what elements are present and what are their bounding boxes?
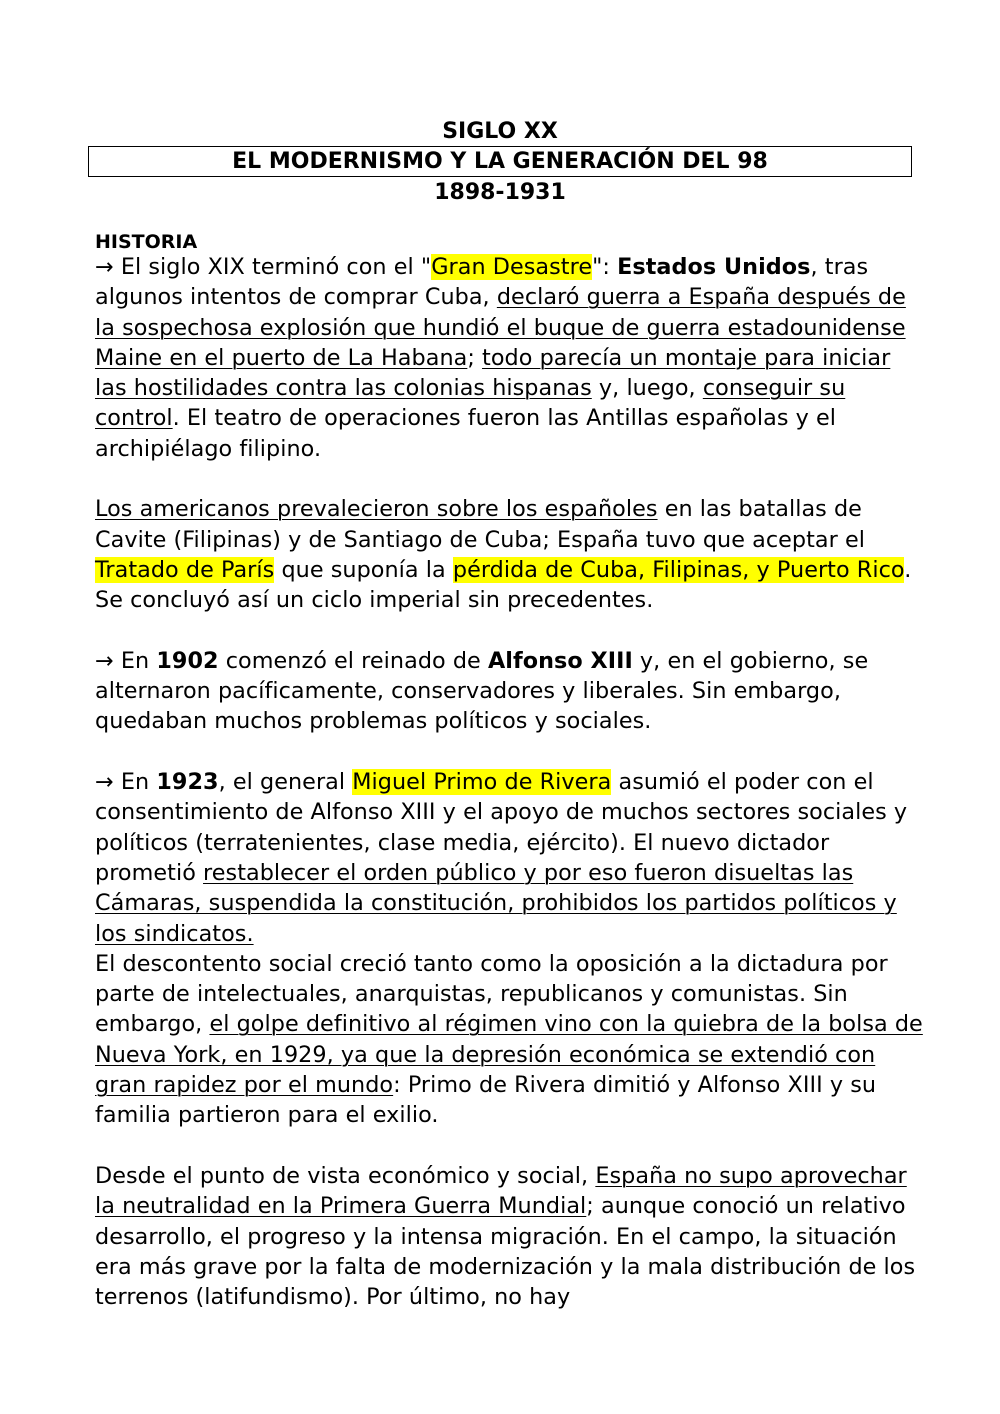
- text-run: : Primo de Rivera dimitió y Alfonso XIII y su familia partieron para el exilio.: [95, 1072, 877, 1129]
- year-range-heading: 1898-1931: [434, 180, 566, 205]
- underlined-text: todo parecía un montaje para iniciar las hostilidades contra las colonias hispanas: [95, 344, 891, 402]
- text-run: → El siglo XIX terminó con el ": [95, 254, 432, 280]
- boxed-title: EL MODERNISMO Y LA GENERACIÓN DEL 98: [88, 146, 912, 177]
- paragraph-spacer: [95, 1131, 925, 1161]
- text-run: . El teatro de operaciones fueron las Antillas españolas y el archipiélago filipino.: [95, 405, 837, 462]
- bold-text: 1923: [156, 769, 219, 796]
- section-heading-historia: HISTORIA: [95, 231, 198, 253]
- text-run: en las batallas de Cavite (Filipinas) y de Santiago de Cuba; España tuvo que aceptar el: [95, 496, 866, 553]
- paragraph-descontento: [95, 949, 925, 1131]
- body-text: [95, 252, 925, 1312]
- highlighted-text: Miguel Primo de Rivera: [352, 769, 612, 796]
- text-run: → En: [95, 647, 157, 674]
- underlined-text: Los americanos prevalecieron sobre los españoles: [95, 496, 658, 523]
- text-run: y, en el gobierno, se alternaron pacíficamente, conservadores y liberales. Sin embargo, quedaban muchos problemas políticos y sociales.: [95, 647, 869, 735]
- text-run: ;: [467, 344, 483, 371]
- bold-text: Alfonso XIII: [487, 647, 633, 674]
- underlined-text: España no supo aprovechar la neutralidad en la Primera Guerra Mundial: [95, 1162, 907, 1220]
- text-run: ; aunque conoció un relativo desarrollo, el progreso y la intensa migración. En el campo, la situación era más grave por la falta de modernización y la mala distribución de los terrenos (latifundismo). Por último, no hay: [95, 1193, 916, 1311]
- underlined-text: conseguir su control: [95, 375, 846, 432]
- highlighted-text: Gran Desastre: [431, 254, 593, 280]
- underlined-text: declaró guerra a España después de la sospechosa explosión que hundió el buque de guerra estadounidense Maine en el puerto de La Habana: [95, 284, 906, 371]
- paragraph-tratado-paris: [95, 494, 925, 615]
- underlined-text: el golpe definitivo al régimen vino con la quiebra de la bolsa de Nueva York, en 1929, ya que la depresión económica se extendió con gran rapidez por el mundo: [95, 1011, 923, 1099]
- paragraph-primo-de-rivera: [95, 767, 925, 949]
- text-run: comenzó el reinado de: [218, 647, 488, 674]
- text-run: . Se concluyó así un ciclo imperial sin precedentes.: [95, 556, 912, 614]
- text-run: que suponía la: [274, 556, 453, 583]
- paragraph-economia: [95, 1161, 925, 1312]
- bold-text: 1902: [156, 647, 219, 674]
- paragraph-gran-desastre: [95, 252, 925, 464]
- underlined-text: restablecer el orden público y por eso fueron disueltas las Cámaras, suspendida la constitución, prohibidos los partidos políticos y los sindicatos.: [95, 859, 897, 947]
- text-run: asumió el poder con el consentimiento de Alfonso XIII y el apoyo de muchos sectores sociales y políticos (terratenientes, clase media, ejército). El nuevo dictador prometió: [95, 769, 908, 886]
- paragraph-spacer: [95, 616, 925, 646]
- paragraph-spacer: [95, 464, 925, 494]
- bold-text: Estados Unidos: [617, 254, 811, 280]
- text-run: Desde el punto de vista económico y social,: [95, 1162, 596, 1189]
- century-heading: SIGLO XX: [442, 119, 558, 144]
- text-run: → En: [95, 769, 157, 796]
- paragraph-alfonso-xiii: [95, 646, 925, 737]
- text-run: , el general: [218, 769, 353, 796]
- text-run: ":: [592, 254, 618, 280]
- text-run: El descontento social creció tanto como la oposición a la dictadura por parte de intelectuales, anarquistas, republicanos y comunistas. Sin embargo,: [95, 950, 888, 1038]
- paragraph-spacer: [95, 737, 925, 767]
- text-run: y, luego,: [591, 375, 703, 402]
- text-run: , tras algunos intentos de comprar Cuba,: [95, 254, 869, 311]
- highlighted-text: Tratado de París: [95, 556, 275, 583]
- highlighted-text: pérdida de Cuba, Filipinas, y Puerto Rico: [452, 556, 905, 583]
